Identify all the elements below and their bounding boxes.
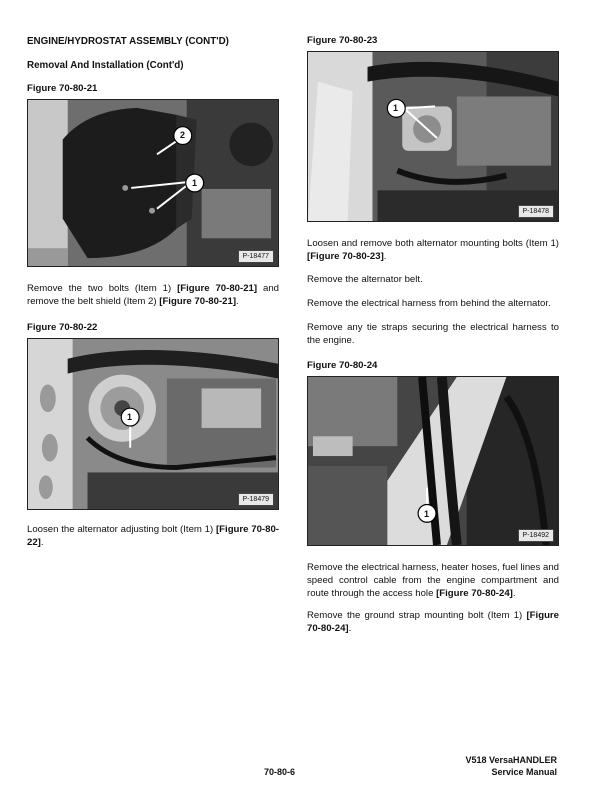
photo-access-hole-image	[308, 377, 558, 545]
subsection-title: Removal And Installation (Cont'd)	[27, 60, 184, 71]
photo-alternator-mounting-bolts-image	[308, 52, 558, 221]
instruction-paragraph: Remove the electrical harness, heater hoses, fuel lines and speed control cable from the engine compartment and route through the access hole [Figure 70-80-24].	[307, 562, 559, 599]
footer-product: V518 VersaHANDLER	[465, 755, 557, 765]
figure-label-70-80-23: Figure 70-80-23	[307, 35, 378, 46]
instruction-paragraph: Remove the alternator belt.	[307, 274, 423, 285]
instruction-paragraph: Remove the ground strap mounting bolt (Item 1) [Figure 70-80-24].	[307, 610, 559, 634]
callout-1: 1	[127, 412, 133, 422]
photo-access-hole	[307, 376, 559, 546]
photo-code: P-18492	[518, 529, 554, 542]
figure-label-70-80-22: Figure 70-80-22	[27, 322, 98, 333]
figure-label-70-80-24: Figure 70-80-24	[307, 360, 378, 371]
photo-belt-shield-image	[28, 100, 278, 266]
footer-manual: Service Manual	[491, 767, 557, 777]
photo-code: P-18479	[238, 493, 274, 506]
instruction-paragraph: Loosen the alternator adjusting bolt (Item 1) [Figure 70-80-22].	[27, 524, 279, 548]
figure-label-70-80-21: Figure 70-80-21	[27, 83, 98, 94]
section-title: ENGINE/HYDROSTAT ASSEMBLY (CONT'D)	[27, 36, 229, 47]
instruction-paragraph: Loosen and remove both alternator mounting bolts (Item 1) [Figure 70-80-23].	[307, 238, 559, 262]
photo-belt-shield	[27, 99, 279, 267]
instruction-paragraph: Remove any tie straps securing the electrical harness to the engine.	[307, 322, 559, 346]
photo-code: P-18478	[518, 205, 554, 218]
photo-code: P-18477	[238, 250, 274, 263]
photo-alternator-adjusting-bolt-image	[28, 339, 278, 509]
instruction-paragraph: Remove the electrical harness from behind the alternator.	[307, 298, 551, 309]
photo-alternator-mounting-bolts	[307, 51, 559, 222]
page-number: 70-80-6	[264, 767, 296, 777]
callout-1: 1	[393, 103, 399, 113]
callout-1: 1	[424, 509, 430, 519]
callout-2: 2	[180, 130, 186, 140]
photo-alternator-adjusting-bolt	[27, 338, 279, 510]
instruction-paragraph: Remove the two bolts (Item 1) [Figure 70-80-21] and remove the belt shield (Item 2) [Figure 70-80-21].	[27, 283, 279, 307]
callout-1: 1	[192, 178, 198, 188]
